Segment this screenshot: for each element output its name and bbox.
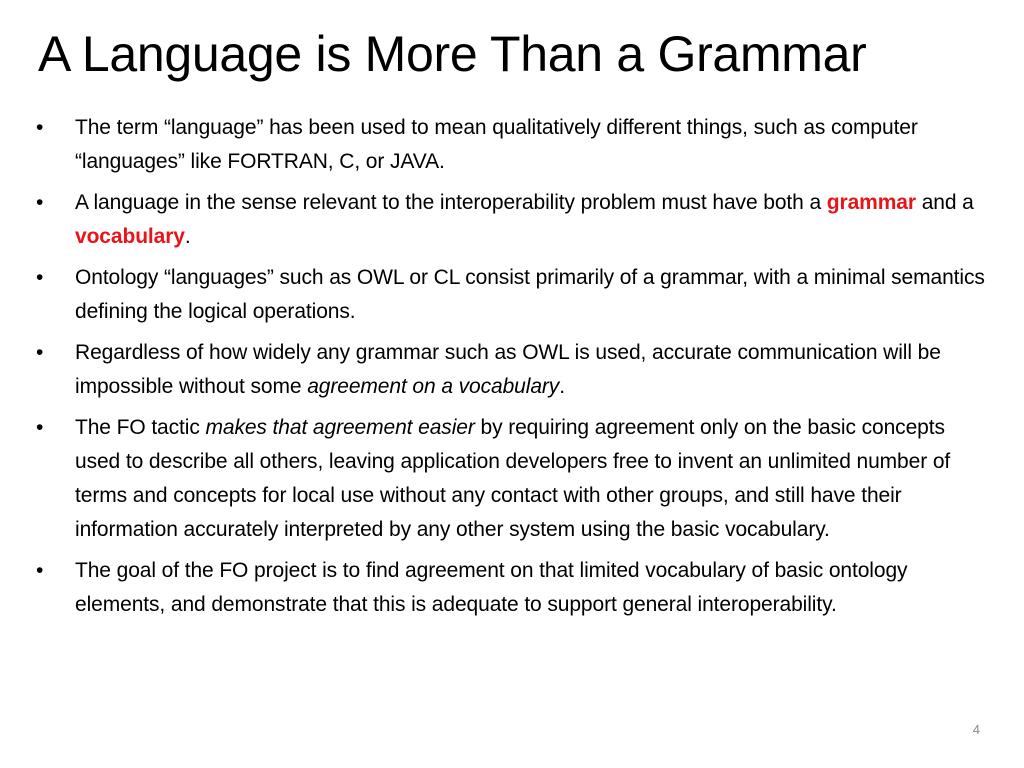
- emphasis-italic: agreement on a vocabulary: [307, 375, 560, 398]
- page-number: 4: [972, 722, 980, 737]
- bullet-icon: •: [36, 266, 44, 289]
- bullet-list: [36, 111, 986, 629]
- bullet-item: [36, 336, 986, 404]
- emphasis-grammar: grammar: [826, 191, 916, 214]
- bullet-text: A language in the sense relevant to the interoperability problem must have both a: [75, 191, 827, 214]
- bullet-item: [36, 554, 986, 622]
- bullet-item: [36, 186, 986, 254]
- bullet-text: Ontology “languages” such as OWL or CL consist primarily of a grammar, with a minimal semantics defining the logical operations.: [75, 266, 985, 323]
- bullet-icon: •: [36, 416, 44, 439]
- bullet-item: [36, 411, 986, 547]
- bullet-item: [36, 111, 986, 179]
- bullet-text: Regardless of how widely any grammar such as OWL is used, accurate communication will be impossible without some: [75, 341, 941, 398]
- bullet-item: [36, 261, 986, 329]
- slide-title: A Language is More Than a Grammar: [38, 26, 867, 82]
- bullet-icon: •: [36, 116, 44, 139]
- bullet-icon: •: [36, 191, 44, 214]
- bullet-text: .: [184, 225, 191, 248]
- bullet-text: and a: [915, 191, 974, 214]
- bullet-icon: •: [36, 341, 44, 364]
- bullet-icon: •: [36, 559, 44, 582]
- emphasis-vocabulary: vocabulary: [75, 225, 185, 248]
- bullet-text: The FO tactic: [75, 416, 206, 439]
- bullet-text: by requiring agreement only on the basic concepts used to describe all others, leaving application developers free to invent an unlimited number of terms and concepts for local use without any contact with other groups, and still have their information accurately interpreted by any other system using the basic vocabulary.: [75, 416, 951, 541]
- bullet-text: The term “language” has been used to mean qualitatively different things, such as computer “languages” like FORTRAN, C, or JAVA.: [75, 116, 918, 173]
- bullet-text: .: [559, 375, 565, 398]
- bullet-text: The goal of the FO project is to find agreement on that limited vocabulary of basic ontology elements, and demonstrate that this is adequate to support general interoperability.: [75, 559, 908, 616]
- emphasis-italic: makes that agreement easier: [205, 416, 475, 439]
